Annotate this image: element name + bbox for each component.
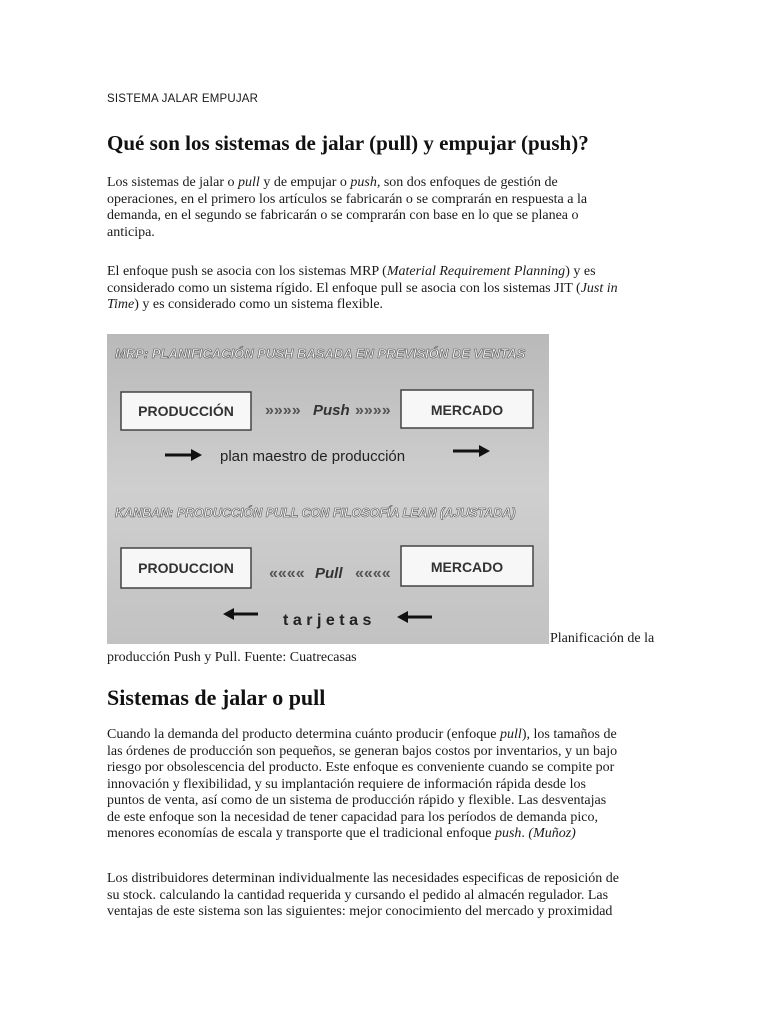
text-line: innovación y flexibilidad, y su implantación requiere de información rápida desde los <box>107 776 586 792</box>
production-label-pull: PRODUCCION <box>138 560 234 576</box>
text-line: Los sistemas de jalar o pull y de empujar o push, son dos enfoques de gestión de <box>107 175 558 190</box>
text-line: considerado como un sistema rígido. El enfoque pull se asocia con los sistemas JIT (Just in <box>107 280 618 296</box>
market-label-push: MERCADO <box>430 402 504 418</box>
chevrons-right-2: »»»» <box>355 402 391 419</box>
text-line: de este enfoque son la necesidad de tener capacidad para los períodos de demanda pico, <box>107 809 598 825</box>
text-line: operaciones, en el primero los artículos se fabricarán o se comprarán en respuesta a la <box>107 191 588 207</box>
text-line: Time) y es considerado como un sistema flexible. <box>107 297 384 312</box>
figure-caption-part2: producción Push y Pull. Fuente: Cuatrecasas <box>107 650 357 665</box>
market-label-pull: MERCADO <box>430 559 504 575</box>
text-line: las órdenes de producción son pequeños, se generan bajos costos por inventarios, y un bajo <box>107 743 618 759</box>
push-pull-figure <box>107 334 549 644</box>
text-line: riesgo por obsolescencia del producto. Este enfoque es conveniente cuando se compite por <box>107 760 615 775</box>
text-line: menores economías de escala y transporte que el tradicional enfoque push. (Muñoz) <box>107 826 576 841</box>
push-header: MRP: PLANIFICACIÓN PUSH BASADA EN PREVISIÓN DE VENTAS <box>115 346 526 361</box>
pull-paragraph <box>107 727 667 843</box>
text-line: anticipa. <box>107 224 155 240</box>
text-line: Los distribuidores determinan individualmente las necesidades especificas de reposición de <box>107 871 620 886</box>
text-line: demanda, en el segundo se fabricarán o se comprarán con base en lo que se planea o <box>107 208 579 223</box>
distributors-paragraph <box>107 871 667 921</box>
production-label-push: PRODUCCIÓN <box>138 403 234 419</box>
chevrons-right-1: »»»» <box>265 402 301 419</box>
text-line: El enfoque push se asocia con los sistemas MRP (Material Requirement Planning) y es <box>107 264 596 279</box>
chevrons-left-2: «««« <box>355 565 391 582</box>
text-line: su stock. calculando la cantidad requerida y cursando el pedido al almacén regulador. Las <box>107 887 609 903</box>
pull-header: KANBAN: PRODUCCIÓN PULL CON FILOSOFÍA LEAN (AJUSTADA) <box>115 506 516 520</box>
text-line: puntos de venta, así como de un sistema de producción rápido y flexible. Las desventajas <box>107 793 607 808</box>
cards-label: tarjetas <box>283 612 376 629</box>
page-title: Qué son los sistemas de jalar (pull) y empujar (push)? <box>107 131 589 155</box>
push-label: Push <box>313 402 350 419</box>
text-line: Cuando la demanda del producto determina cuánto producir (enfoque pull), los tamaños de <box>107 727 617 742</box>
text-line: ventajas de este sistema son las siguientes: mejor conocimiento del mercado y proximidad <box>107 904 613 919</box>
section-title: Sistemas de jalar o pull <box>107 685 326 710</box>
master-plan-label: plan maestro de producción <box>220 448 406 465</box>
document-label: SISTEMA JALAR EMPUJAR <box>107 93 259 105</box>
mrp-jit-paragraph <box>107 264 667 314</box>
pull-label: Pull <box>315 565 343 582</box>
intro-paragraph <box>107 175 667 241</box>
figure-caption-part1: Planificación de la <box>550 631 655 646</box>
chevrons-left-1: «««« <box>269 565 305 582</box>
